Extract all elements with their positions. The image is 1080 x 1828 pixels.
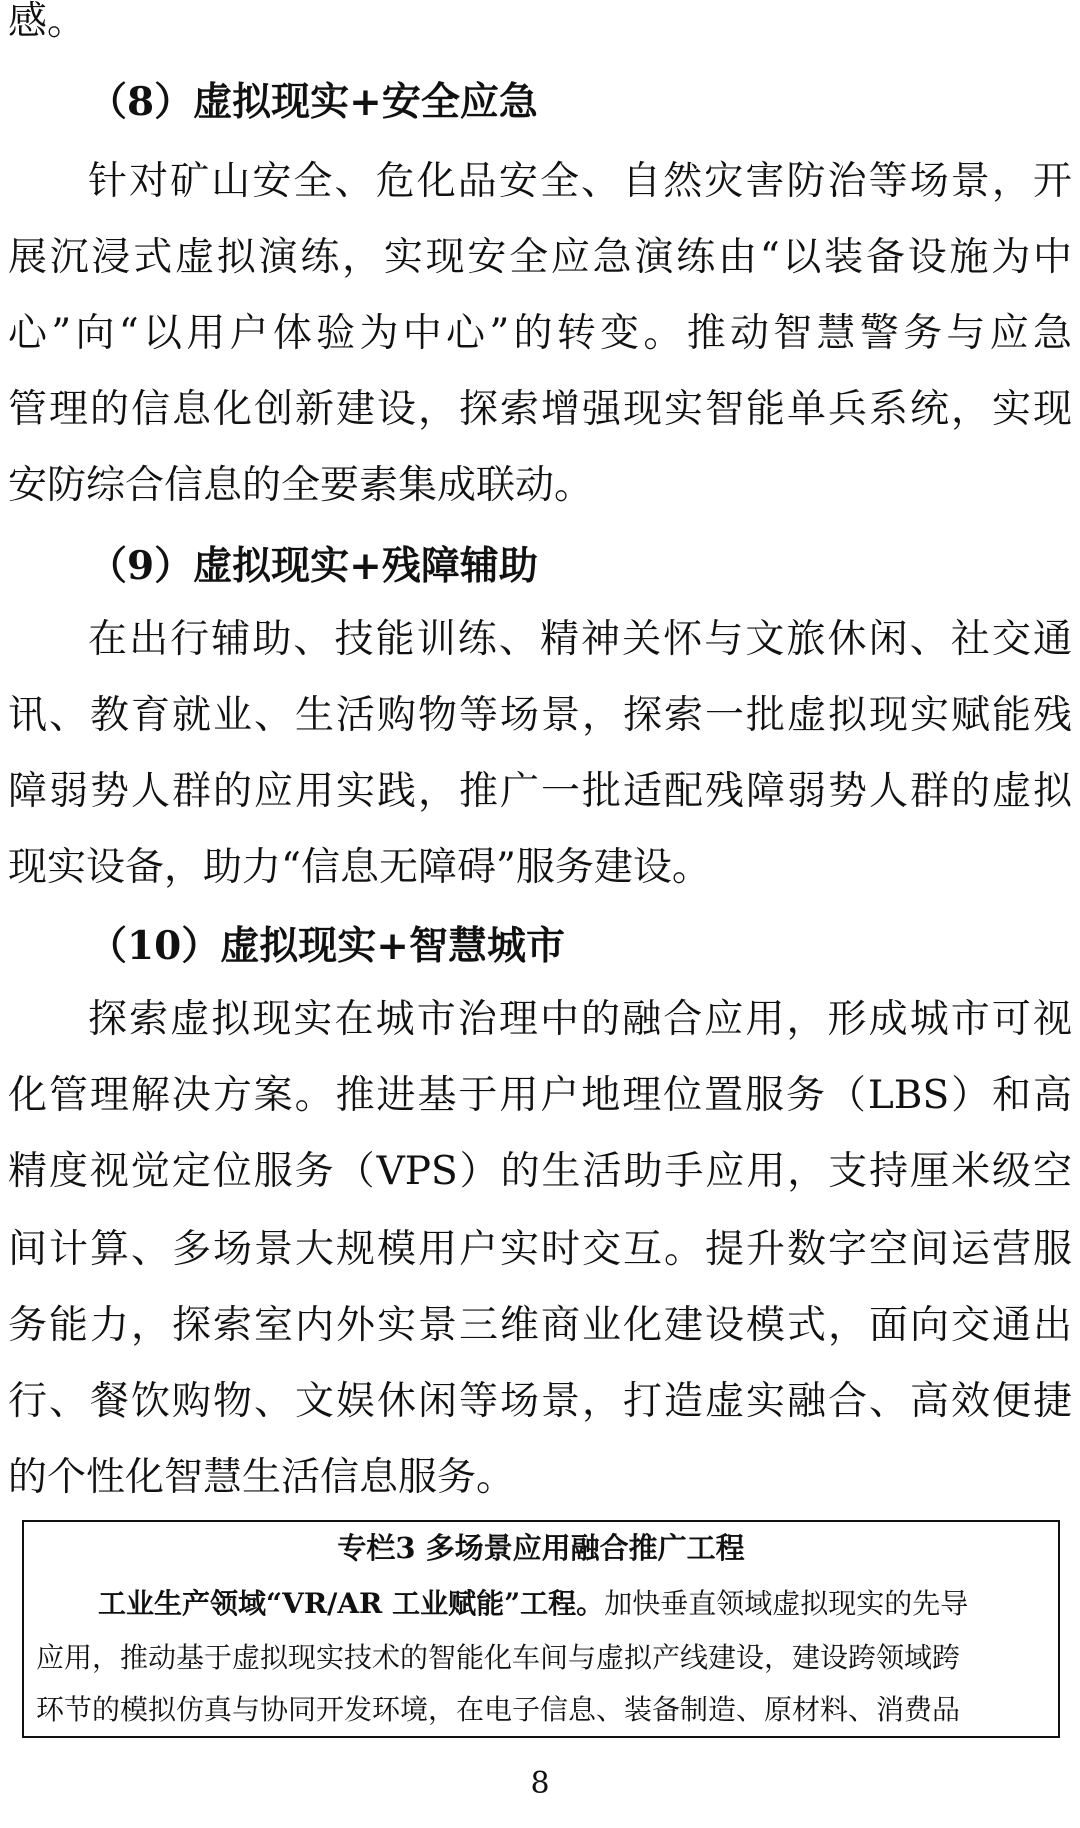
section-heading-10: （10）虚拟现实+智慧城市 (88, 923, 565, 969)
paragraph-line: 行、餐饮购物、文娱休闲等场景，打造虚实融合、高效便捷 (8, 1379, 1072, 1424)
box-lead-title: 工业生产领域“VR/AR 工业赋能”工程。 (98, 1587, 605, 1620)
paragraph-line: 的个性化智慧生活信息服务。 (8, 1455, 516, 1500)
page-number: 8 (530, 1766, 550, 1801)
paragraph-line: 针对矿山安全、危化品安全、自然灾害防治等场景，开 (88, 159, 1072, 204)
paragraph-line: 间计算、多场景大规模用户实时交互。提升数字空间运营服 (8, 1227, 1072, 1272)
section-heading-8: （8）虚拟现实+安全应急 (88, 79, 538, 125)
paragraph-line: 化管理解决方案。推进基于用户地理位置服务（LBS）和高 (8, 1073, 1072, 1118)
box-line: 环节的模拟仿真与协同开发环境，在电子信息、装备制造、原材料、消费品 (36, 1693, 961, 1726)
paragraph-line: 在出行辅助、技能训练、精神关怀与文旅休闲、社交通 (88, 617, 1072, 662)
sidebar-box-column-3 (22, 1520, 1060, 1738)
box-line: 应用，推动基于虚拟现实技术的智能化车间与虚拟产线建设，建设跨领域跨 (36, 1641, 961, 1674)
paragraph-line: 探索虚拟现实在城市治理中的融合应用，形成城市可视 (88, 997, 1072, 1042)
box-title: 专栏3 多场景应用融合推广工程 (337, 1531, 745, 1565)
box-line-text: 加快垂直领域虚拟现实的先导 (604, 1587, 969, 1620)
paragraph-line: 管理的信息化创新建设，探索增强现实智能单兵系统，实现 (8, 387, 1072, 432)
paragraph-line: 感。 (8, 0, 87, 44)
box-line (98, 1584, 1044, 1624)
paragraph-line: 障弱势人群的应用实践，推广一批适配残障弱势人群的虚拟 (8, 769, 1072, 814)
paragraph-line: 精度视觉定位服务（VPS）的生活助手应用，支持厘米级空 (8, 1149, 1072, 1194)
paragraph-line: 安防综合信息的全要素集成联动。 (8, 463, 594, 508)
paragraph-line: 务能力，探索室内外实景三维商业化建设模式，面向交通出 (8, 1303, 1072, 1348)
paragraph-line: 现实设备，助力“信息无障碍”服务建设。 (8, 845, 711, 890)
paragraph-line: 展沉浸式虚拟演练，实现安全应急演练由“以装备设施为中 (8, 235, 1072, 280)
paragraph-line: 心”向“以用户体验为中心”的转变。推动智慧警务与应急 (8, 311, 1072, 356)
section-heading-9: （9）虚拟现实+残障辅助 (88, 543, 538, 589)
paragraph-line: 讯、教育就业、生活购物等场景，探索一批虚拟现实赋能残 (8, 693, 1072, 738)
